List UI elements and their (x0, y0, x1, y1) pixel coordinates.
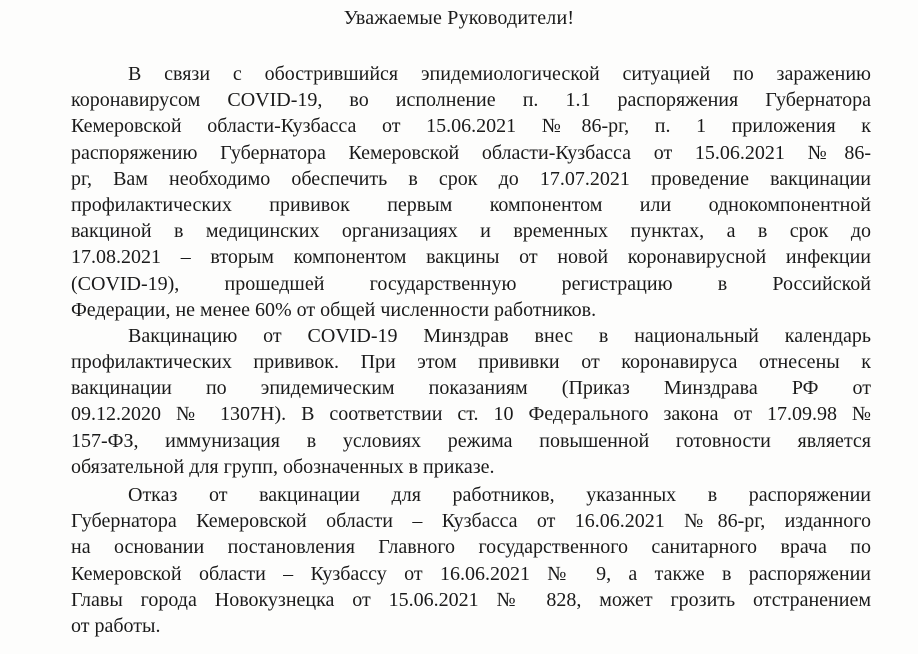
paragraph-1 (71, 61, 871, 323)
paragraph-line: от работы. (71, 614, 161, 637)
paragraph-line: (COVID-19), прошедшей государственную регистрацию в Российской (71, 272, 871, 295)
paragraph-line: профилактических прививок первым компонентом или однокомпонентной (71, 193, 871, 216)
paragraph-line: Кемеровской области-Кузбасса от 15.06.2021 №86-рг, п. 1 приложения к (71, 115, 871, 138)
paragraph-line: распоряжению Губернатора Кемеровской области-Кузбасса от 15.06.2021 №86- (71, 141, 871, 164)
paragraph-3 (71, 482, 871, 639)
paragraph-line: Кемеровской области – Кузбассу от 16.06.2021 № 9, а также в распоряжении (71, 562, 871, 585)
paragraph-line: обязательной для групп, обозначенных в приказе. (71, 455, 495, 478)
paragraph-line: 17.08.2021 – вторым компонентом вакцины от новой коронавирусной инфекции (71, 246, 871, 269)
paragraph-line: на основании постановления Главного государственного санитарного врача по (71, 536, 871, 559)
paragraph-line: вакцинации по эпидемическим показаниям (Приказ Минздрава РФ от (71, 377, 871, 400)
paragraph-line: Главы города Новокузнецка от 15.06.2021 № 828, может грозить отстранением (71, 588, 871, 611)
document-body (71, 61, 871, 639)
paragraph-line: профилактических прививок. При этом прививки от коронавируса отнесены к (71, 351, 871, 374)
document-heading: Уважаемые Руководители! (343, 7, 575, 29)
paragraph-line: Отказ от вакцинации для работников, указанных в распоряжении (128, 484, 871, 506)
paragraph-line: Федерации, не менее 60% от общей численности работников. (71, 298, 597, 321)
paragraph-line: Губернатора Кемеровской области – Кузбасса от 16.06.2021 №86-рг, изданного (71, 510, 871, 533)
paragraph-line: вакциной в медицинских организациях и временных пунктах, а в срок до (71, 220, 871, 243)
paragraph-line: коронавирусом COVID-19, во исполнение п. 1.1 распоряжения Губернатора (71, 89, 871, 112)
paragraph-line: Вакцинацию от COVID-19 Минздрав внес в национальный календарь (128, 324, 871, 347)
paragraph-2 (71, 323, 871, 480)
paragraph-line: рг, Вам необходимо обеспечить в срок до 17.07.2021 проведение вакцинации (71, 167, 871, 190)
paragraph-line: 157-ФЗ, иммунизация в условиях режима повышенной готовности является (71, 429, 871, 452)
paragraph-line: 09.12.2020 № 1307Н). В соответствии ст. 10 Федерального закона от 17.09.98 № (71, 403, 871, 426)
paragraph-line: В связи с обострившийся эпидемиологической ситуацией по заражению (128, 63, 871, 85)
